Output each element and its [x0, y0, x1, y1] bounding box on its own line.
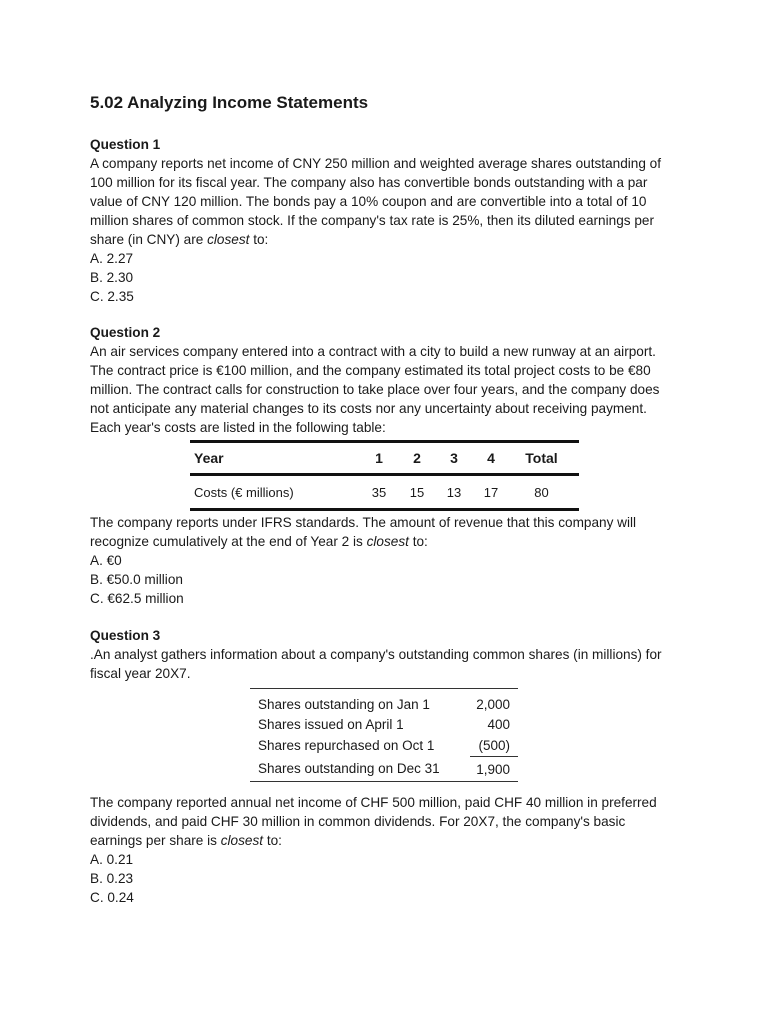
question-3-prompt — [90, 793, 680, 907]
question-1-option-b: B. 2.30 — [90, 270, 134, 285]
shares-table — [250, 688, 518, 782]
cost-year-2: 15 — [404, 475, 430, 510]
header-total: Total — [504, 442, 579, 475]
shares-row-total — [250, 757, 518, 782]
question-1-option-c: C. 2.35 — [90, 289, 134, 304]
costs-table-header — [190, 442, 579, 475]
costs-table-row — [190, 475, 579, 510]
question-3 — [90, 626, 680, 683]
question-3-text: The company reported annual net income of CHF 500 million, paid CHF 40 million in preferred dividends, and paid CHF 30 million in common dividends. For 20X7, the company's basic earnings per share is closest to: — [90, 795, 657, 848]
cost-total: 80 — [504, 475, 579, 510]
shares-row — [250, 735, 518, 757]
question-2-text: The company reports under IFRS standards. The amount of revenue that this company will recognize cumulatively at the end of Year 2 is closest to: — [90, 515, 637, 549]
question-3-option-b: B. 0.23 — [90, 871, 134, 886]
header-year-1: 1 — [354, 442, 404, 475]
header-year-4: 4 — [478, 442, 504, 475]
costs-table — [190, 440, 579, 511]
question-2-prompt — [90, 513, 680, 608]
question-2-heading: Question 2 — [90, 325, 161, 340]
question-3-option-a: A. 0.21 — [90, 852, 134, 867]
shares-label: Shares issued on April 1 — [258, 717, 404, 732]
question-1 — [90, 135, 680, 306]
question-2 — [90, 323, 680, 437]
question-1-text: A company reports net income of CNY 250 million and weighted average shares outstanding of 100 million for its fiscal year. The company also has convertible bonds outstanding with a par value of CNY 120 million. The bonds pay a 10% coupon and are convertible into a total of 10 million shares of common stock. If the company's tax rate is 25%, then its diluted earnings per share (in CNY) are closest to: — [90, 156, 662, 247]
cost-year-1: 35 — [354, 475, 404, 510]
shares-label: Shares outstanding on Dec 31 — [250, 757, 470, 782]
row-label: Costs (€ millions) — [190, 475, 354, 510]
shares-value: 1,900 — [470, 757, 518, 782]
header-year-2: 2 — [404, 442, 430, 475]
header-year: Year — [190, 442, 354, 475]
page-title: 5.02 Analyzing Income Statements — [90, 93, 369, 112]
question-3-heading: Question 3 — [90, 628, 161, 643]
header-year-3: 3 — [430, 442, 478, 475]
question-3-intro: .An analyst gathers information about a company's outstanding common shares (in millions) for fiscal year 20X7. — [90, 647, 662, 681]
question-2-option-b: B. €50.0 million — [90, 572, 183, 587]
shares-value: 400 — [487, 717, 510, 732]
cost-year-4: 17 — [478, 475, 504, 510]
question-3-option-c: C. 0.24 — [90, 890, 134, 905]
question-2-intro: An air services company entered into a contract with a city to build a new runway at an airport. The contract price is €100 million, and the company estimated its total project costs to be €80 million. The contract calls for construction to take place over four years, and the company does not anticipate any material changes to its costs nor any uncertainty about receiving payment. Each year's costs are listed in the following table: — [90, 344, 660, 435]
shares-label: Shares repurchased on Oct 1 — [258, 738, 435, 754]
shares-value: 2,000 — [476, 697, 510, 712]
question-2-option-c: C. €62.5 million — [90, 591, 184, 606]
question-1-heading: Question 1 — [90, 137, 161, 152]
shares-label: Shares outstanding on Jan 1 — [258, 697, 430, 712]
shares-row — [250, 714, 518, 735]
question-1-option-a: A. 2.27 — [90, 251, 134, 266]
question-2-option-a: A. €0 — [90, 553, 122, 568]
shares-row — [250, 689, 518, 715]
shares-value: (500) — [478, 738, 510, 753]
cost-year-3: 13 — [430, 475, 478, 510]
